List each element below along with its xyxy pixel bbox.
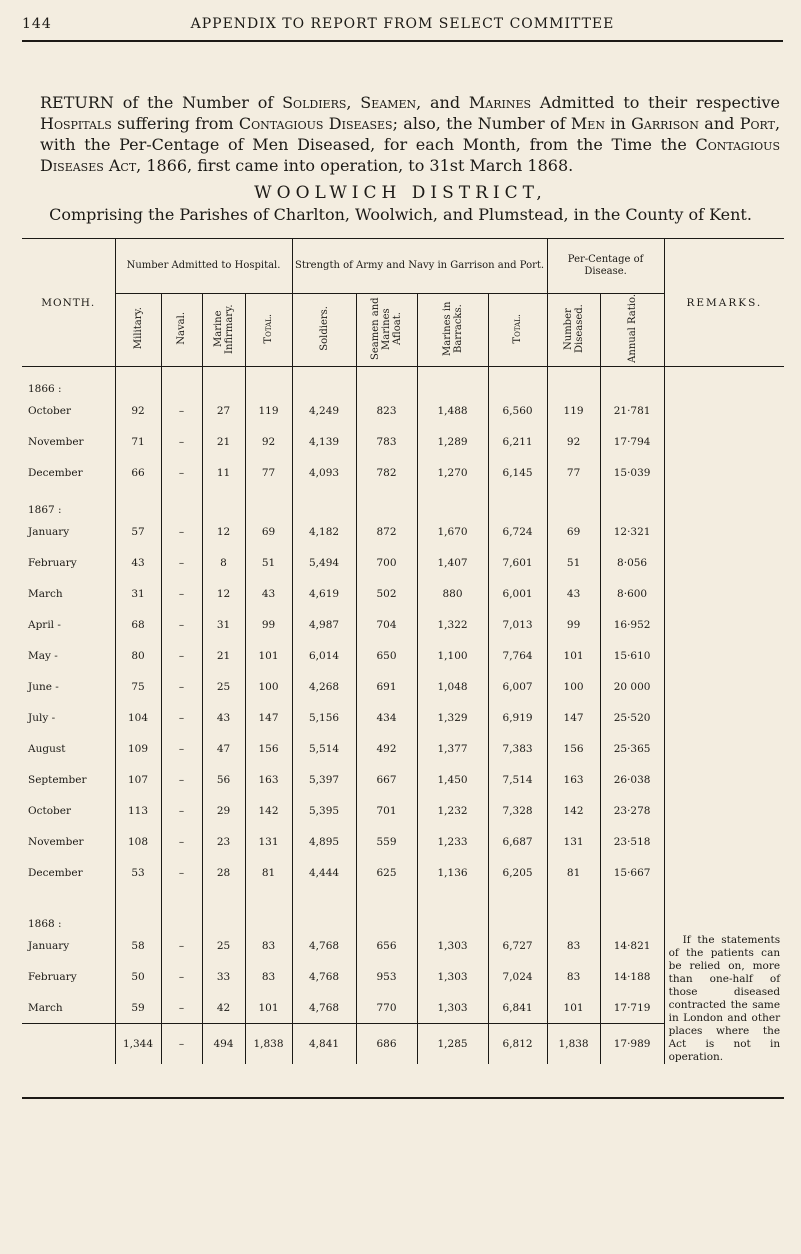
cell-annual-ratio: 25·520 — [600, 702, 664, 733]
cell-marines: 1,407 — [417, 547, 488, 578]
cell-total-admitted: 156 — [245, 733, 292, 764]
cell-seamen: 953 — [356, 961, 417, 992]
remarks-cell — [664, 367, 784, 1065]
cell-annual-ratio: 14·188 — [600, 961, 664, 992]
col-military-label: Military. — [132, 307, 144, 350]
cell-annual-ratio: 15·667 — [600, 857, 664, 888]
col-naval-label: Naval. — [176, 312, 187, 345]
cell-diseased: 81 — [547, 857, 600, 888]
cell-military: 31 — [115, 578, 161, 609]
intro-garrison: Garrison — [631, 114, 699, 133]
month-cell: June - — [22, 671, 115, 702]
cell-total-strength: 7,024 — [488, 961, 547, 992]
total-ratio: 17·989 — [600, 1024, 664, 1065]
col-marine-infirmary-label: Marine Infirmary. — [212, 303, 235, 354]
cell-naval: – — [161, 702, 202, 733]
cell-naval: – — [161, 961, 202, 992]
cell-soldiers: 4,249 — [292, 395, 356, 426]
total-marines: 1,285 — [417, 1024, 488, 1065]
cell-total-strength: 7,514 — [488, 764, 547, 795]
cell-annual-ratio: 8·056 — [600, 547, 664, 578]
cell-seamen: 434 — [356, 702, 417, 733]
cell-marines: 1,048 — [417, 671, 488, 702]
cell-total-admitted: 101 — [245, 640, 292, 671]
cell-naval: – — [161, 795, 202, 826]
cell-marines: 880 — [417, 578, 488, 609]
cell-diseased: 142 — [547, 795, 600, 826]
cell-total-admitted: 142 — [245, 795, 292, 826]
total-military: 1,344 — [115, 1024, 161, 1065]
cell-annual-ratio: 17·794 — [600, 426, 664, 457]
intro-text: and — [421, 93, 469, 112]
cell-total-strength: 6,687 — [488, 826, 547, 857]
cell-seamen: 656 — [356, 930, 417, 961]
cell-naval: – — [161, 516, 202, 547]
cell-seamen: 625 — [356, 857, 417, 888]
month-cell: December — [22, 857, 115, 888]
cell-marines: 1,136 — [417, 857, 488, 888]
cell-military: 109 — [115, 733, 161, 764]
cell-seamen: 701 — [356, 795, 417, 826]
cell-annual-ratio: 15·610 — [600, 640, 664, 671]
cell-naval: – — [161, 671, 202, 702]
cell-diseased: 163 — [547, 764, 600, 795]
cell-annual-ratio: 23·278 — [600, 795, 664, 826]
month-cell: November — [22, 826, 115, 857]
cell-annual-ratio: 12·321 — [600, 516, 664, 547]
cell-military: 92 — [115, 395, 161, 426]
cell-marine-infirmary: 42 — [202, 992, 245, 1024]
cell-diseased: 92 — [547, 426, 600, 457]
cell-total-strength: 6,560 — [488, 395, 547, 426]
strength-group-header: Strength of Army and Navy in Garrison and Port. — [292, 239, 547, 294]
intro-port: Port, — [739, 114, 781, 133]
cell-total-admitted: 81 — [245, 857, 292, 888]
cell-naval: – — [161, 930, 202, 961]
cell-total-admitted: 92 — [245, 426, 292, 457]
cell-naval: – — [161, 547, 202, 578]
cell-military: 107 — [115, 764, 161, 795]
cell-soldiers: 6,014 — [292, 640, 356, 671]
col-military — [115, 294, 161, 367]
month-cell: May - — [22, 640, 115, 671]
month-cell: April - — [22, 609, 115, 640]
cell-diseased: 51 — [547, 547, 600, 578]
cell-naval: – — [161, 578, 202, 609]
cell-seamen: 704 — [356, 609, 417, 640]
cell-naval: – — [161, 457, 202, 488]
cell-seamen: 872 — [356, 516, 417, 547]
cell-total-strength: 6,919 — [488, 702, 547, 733]
cell-annual-ratio: 8·600 — [600, 578, 664, 609]
cell-total-strength: 7,013 — [488, 609, 547, 640]
admitted-group-header: Number Admitted to Hospital. — [115, 239, 292, 294]
cell-diseased: 156 — [547, 733, 600, 764]
cell-diseased: 69 — [547, 516, 600, 547]
cell-marines: 1,670 — [417, 516, 488, 547]
month-cell: August — [22, 733, 115, 764]
cell-naval: – — [161, 426, 202, 457]
cell-annual-ratio: 15·039 — [600, 457, 664, 488]
month-cell: November — [22, 426, 115, 457]
page-header — [22, 16, 783, 38]
total-diseased: 1,838 — [547, 1024, 600, 1065]
cell-military: 108 — [115, 826, 161, 857]
cell-marines: 1,100 — [417, 640, 488, 671]
total-marine: 494 — [202, 1024, 245, 1065]
col-number-diseased-label: Number Diseased. — [562, 304, 585, 353]
cell-total-admitted: 131 — [245, 826, 292, 857]
remarks-header — [664, 239, 784, 367]
return-description — [40, 92, 780, 176]
cell-seamen: 823 — [356, 395, 417, 426]
intro-hospitals: Hospitals — [40, 114, 112, 133]
cell-marine-infirmary: 29 — [202, 795, 245, 826]
cell-diseased: 83 — [547, 930, 600, 961]
cell-soldiers: 5,156 — [292, 702, 356, 733]
intro-act: Contagious Diseases Act, — [40, 135, 780, 175]
cell-diseased: 83 — [547, 961, 600, 992]
cell-total-admitted: 83 — [245, 930, 292, 961]
cell-seamen: 783 — [356, 426, 417, 457]
cell-total-admitted: 77 — [245, 457, 292, 488]
cell-total-strength: 6,724 — [488, 516, 547, 547]
col-total-strength-label: Total. — [512, 313, 524, 344]
running-title: APPENDIX TO REPORT FROM SELECT COMMITTEE — [190, 16, 615, 32]
intro-text: ; also, the Number of — [392, 114, 571, 133]
cell-seamen: 559 — [356, 826, 417, 857]
cell-soldiers: 4,895 — [292, 826, 356, 857]
cell-total-strength: 7,764 — [488, 640, 547, 671]
cell-soldiers: 4,768 — [292, 930, 356, 961]
col-marine-infirmary — [202, 294, 245, 367]
cell-diseased: 119 — [547, 395, 600, 426]
month-cell: March — [22, 578, 115, 609]
cell-military: 75 — [115, 671, 161, 702]
cell-marine-infirmary: 31 — [202, 609, 245, 640]
return-table — [22, 238, 784, 1064]
cell-diseased: 131 — [547, 826, 600, 857]
total-strength: 6,812 — [488, 1024, 547, 1065]
cell-annual-ratio: 20 000 — [600, 671, 664, 702]
cell-military: 104 — [115, 702, 161, 733]
district-title: WOOLWICH DISTRICT, — [254, 183, 547, 203]
cell-total-admitted: 51 — [245, 547, 292, 578]
col-marines-barracks-label: Marines in Barracks. — [441, 301, 464, 356]
cell-soldiers: 4,768 — [292, 992, 356, 1024]
cell-total-strength: 6,205 — [488, 857, 547, 888]
month-cell: January — [22, 516, 115, 547]
cell-diseased: 99 — [547, 609, 600, 640]
intro-text: suffering from — [111, 114, 239, 133]
cell-total-strength: 7,383 — [488, 733, 547, 764]
cell-diseased: 100 — [547, 671, 600, 702]
intro-text: with the Per-Centage of Men Diseased, for each Month, from the Time the — [40, 135, 696, 154]
col-total-admitted — [245, 294, 292, 367]
month-cell: March — [22, 992, 115, 1024]
cell-military: 71 — [115, 426, 161, 457]
cell-seamen: 667 — [356, 764, 417, 795]
cell-soldiers: 4,268 — [292, 671, 356, 702]
cell-naval: – — [161, 395, 202, 426]
cell-total-admitted: 163 — [245, 764, 292, 795]
cell-marine-infirmary: 25 — [202, 930, 245, 961]
month-cell: October — [22, 395, 115, 426]
col-naval — [161, 294, 202, 367]
cell-annual-ratio: 17·719 — [600, 992, 664, 1024]
cell-marine-infirmary: 27 — [202, 395, 245, 426]
cell-soldiers: 5,494 — [292, 547, 356, 578]
month-cell: September — [22, 764, 115, 795]
cell-total-strength: 7,328 — [488, 795, 547, 826]
cell-marine-infirmary: 25 — [202, 671, 245, 702]
cell-marine-infirmary: 28 — [202, 857, 245, 888]
cell-seamen: 650 — [356, 640, 417, 671]
cell-military: 59 — [115, 992, 161, 1024]
intro-text: in — [604, 114, 632, 133]
cell-marines: 1,322 — [417, 609, 488, 640]
cell-marine-infirmary: 12 — [202, 516, 245, 547]
cell-marine-infirmary: 23 — [202, 826, 245, 857]
cell-soldiers: 4,987 — [292, 609, 356, 640]
cell-annual-ratio: 23·518 — [600, 826, 664, 857]
intro-men: Men — [570, 114, 605, 133]
cell-marine-infirmary: 21 — [202, 426, 245, 457]
intro-return: RETURN — [40, 93, 114, 112]
cell-marine-infirmary: 12 — [202, 578, 245, 609]
cell-seamen: 782 — [356, 457, 417, 488]
cell-diseased: 77 — [547, 457, 600, 488]
cell-military: 53 — [115, 857, 161, 888]
cell-total-strength: 6,001 — [488, 578, 547, 609]
cell-marine-infirmary: 11 — [202, 457, 245, 488]
remarks-header-label: REMARKS. — [686, 296, 763, 309]
totals-label — [22, 1024, 115, 1065]
cell-marines: 1,450 — [417, 764, 488, 795]
month-cell: December — [22, 457, 115, 488]
cell-total-strength: 6,211 — [488, 426, 547, 457]
cell-diseased: 101 — [547, 640, 600, 671]
cell-military: 43 — [115, 547, 161, 578]
cell-soldiers: 5,395 — [292, 795, 356, 826]
cell-seamen: 502 — [356, 578, 417, 609]
total-seamen: 686 — [356, 1024, 417, 1065]
intro-contagious-diseases: Contagious Diseases — [238, 114, 393, 133]
cell-soldiers: 4,444 — [292, 857, 356, 888]
month-header — [22, 239, 115, 367]
col-total-admitted-label: Total. — [263, 313, 275, 344]
header-rule — [22, 40, 783, 42]
cell-annual-ratio: 16·952 — [600, 609, 664, 640]
cell-military: 80 — [115, 640, 161, 671]
cell-naval: – — [161, 609, 202, 640]
cell-total-admitted: 101 — [245, 992, 292, 1024]
cell-soldiers: 4,182 — [292, 516, 356, 547]
cell-naval: – — [161, 764, 202, 795]
cell-marines: 1,303 — [417, 961, 488, 992]
cell-total-strength: 6,841 — [488, 992, 547, 1024]
cell-marines: 1,329 — [417, 702, 488, 733]
cell-marine-infirmary: 47 — [202, 733, 245, 764]
cell-soldiers: 4,093 — [292, 457, 356, 488]
cell-naval: – — [161, 992, 202, 1024]
col-soldiers-label: Soldiers. — [318, 306, 330, 351]
cell-seamen: 770 — [356, 992, 417, 1024]
total-soldiers: 4,841 — [292, 1024, 356, 1065]
cell-annual-ratio: 26·038 — [600, 764, 664, 795]
cell-total-admitted: 83 — [245, 961, 292, 992]
bottom-rule — [22, 1097, 784, 1099]
cell-soldiers: 5,514 — [292, 733, 356, 764]
month-cell: February — [22, 547, 115, 578]
cell-marines: 1,270 — [417, 457, 488, 488]
col-seamen-label: Seamen and Marines Afloat. — [370, 297, 404, 360]
cell-marines: 1,232 — [417, 795, 488, 826]
cell-marine-infirmary: 33 — [202, 961, 245, 992]
cell-military: 50 — [115, 961, 161, 992]
cell-military: 57 — [115, 516, 161, 547]
month-cell: July - — [22, 702, 115, 733]
cell-annual-ratio: 25·365 — [600, 733, 664, 764]
col-marines-barracks — [417, 294, 488, 367]
cell-total-strength: 6,007 — [488, 671, 547, 702]
cell-total-strength: 6,727 — [488, 930, 547, 961]
intro-text: 1866, first came into operation, to 31st March 1868. — [141, 156, 574, 175]
remarks-text: If the statements of the patients can be relied on, more than one-half of those diseased contracted the same in London and other places where the Act is not in operation. — [668, 934, 781, 1063]
col-number-diseased — [547, 294, 600, 367]
cell-total-admitted: 99 — [245, 609, 292, 640]
cell-total-admitted: 147 — [245, 702, 292, 733]
cell-military: 68 — [115, 609, 161, 640]
cell-marine-infirmary: 21 — [202, 640, 245, 671]
cell-naval: – — [161, 826, 202, 857]
total-admitted: 1,838 — [245, 1024, 292, 1065]
cell-marines: 1,303 — [417, 992, 488, 1024]
intro-marines: Marines — [468, 93, 532, 112]
cell-diseased: 43 — [547, 578, 600, 609]
year-row-1866 — [22, 367, 784, 396]
intro-text: Admitted to their respective — [531, 93, 781, 112]
cell-diseased: 147 — [547, 702, 600, 733]
total-naval: – — [161, 1024, 202, 1065]
cell-seamen: 492 — [356, 733, 417, 764]
col-total-strength — [488, 294, 547, 367]
cell-marine-infirmary: 8 — [202, 547, 245, 578]
month-cell: February — [22, 961, 115, 992]
cell-total-admitted: 100 — [245, 671, 292, 702]
cell-naval: – — [161, 640, 202, 671]
col-annual-ratio-label: Annual Ratio. — [626, 294, 638, 363]
month-header-label: MONTH. — [41, 296, 96, 309]
cell-marine-infirmary: 56 — [202, 764, 245, 795]
cell-seamen: 700 — [356, 547, 417, 578]
intro-soldiers-seamen: Soldiers, Seamen, — [282, 93, 422, 112]
cell-military: 58 — [115, 930, 161, 961]
cell-total-admitted: 43 — [245, 578, 292, 609]
year-label: 1868 : — [22, 888, 115, 930]
cell-marine-infirmary: 43 — [202, 702, 245, 733]
cell-marines: 1,233 — [417, 826, 488, 857]
cell-naval: – — [161, 733, 202, 764]
cell-marines: 1,303 — [417, 930, 488, 961]
year-label: 1867 : — [22, 488, 115, 516]
col-soldiers — [292, 294, 356, 367]
cell-total-admitted: 119 — [245, 395, 292, 426]
page-number: 144 — [22, 16, 52, 32]
col-seamen-afloat — [356, 294, 417, 367]
intro-text: and — [698, 114, 740, 133]
cell-total-strength: 6,145 — [488, 457, 547, 488]
cell-total-strength: 7,601 — [488, 547, 547, 578]
cell-marines: 1,488 — [417, 395, 488, 426]
month-cell: October — [22, 795, 115, 826]
percentage-group-header: Per-Centage of Disease. — [547, 239, 664, 294]
month-cell: January — [22, 930, 115, 961]
cell-military: 113 — [115, 795, 161, 826]
intro-text: of the Number of — [113, 93, 283, 112]
cell-soldiers: 4,768 — [292, 961, 356, 992]
cell-soldiers: 5,397 — [292, 764, 356, 795]
cell-marines: 1,377 — [417, 733, 488, 764]
cell-naval: – — [161, 857, 202, 888]
cell-annual-ratio: 14·821 — [600, 930, 664, 961]
col-annual-ratio — [600, 294, 664, 367]
year-label: 1866 : — [22, 367, 115, 396]
cell-seamen: 691 — [356, 671, 417, 702]
cell-soldiers: 4,139 — [292, 426, 356, 457]
cell-diseased: 101 — [547, 992, 600, 1024]
cell-military: 66 — [115, 457, 161, 488]
cell-total-admitted: 69 — [245, 516, 292, 547]
cell-annual-ratio: 21·781 — [600, 395, 664, 426]
cell-soldiers: 4,619 — [292, 578, 356, 609]
district-subtitle: Comprising the Parishes of Charlton, Woolwich, and Plumstead, in the County of Kent. — [49, 205, 752, 224]
cell-marines: 1,289 — [417, 426, 488, 457]
